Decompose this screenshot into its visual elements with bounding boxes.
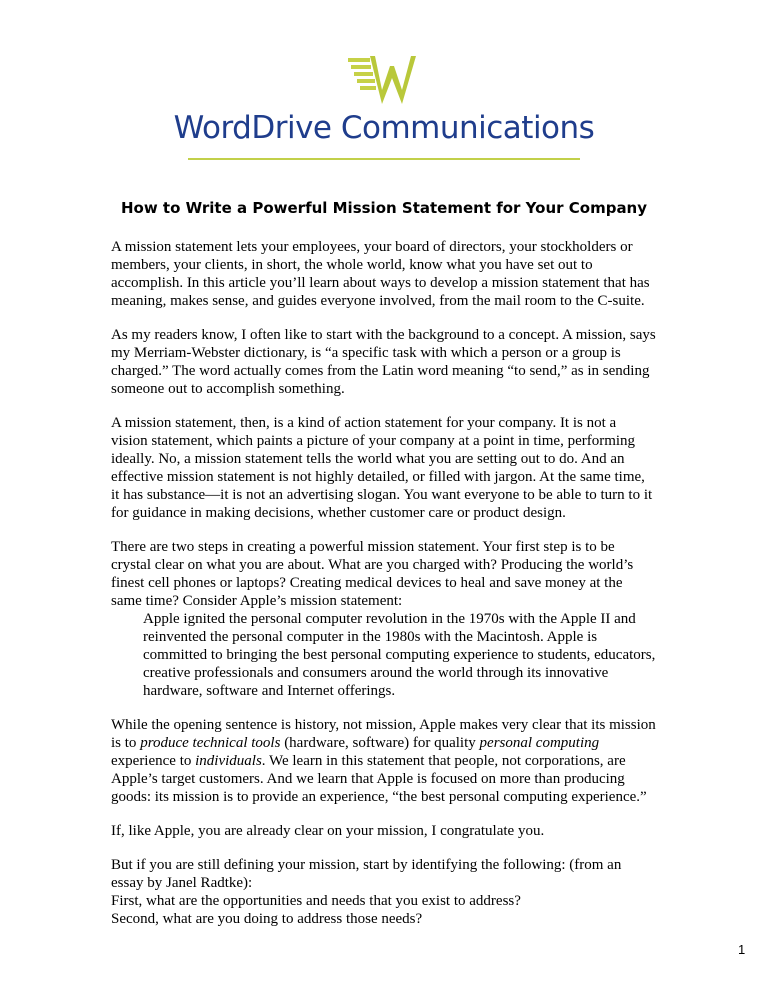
paragraph-intro: A mission statement lets your employees, your board of directors, your stockholders or members, your clients, in short, the whole world, know what you have set out to accomplish. In this article you’ll learn about ways to develop a mission statement that has meaning, makes sense, and guides everyone involved, from the mail room to the C-suite. (111, 239, 650, 309)
analysis-text-c: experience to (111, 753, 196, 769)
defining-second: Second, what are you doing to address those needs? (111, 911, 423, 927)
paragraph-definition: As my readers know, I often like to start with the background to a concept. A mission, says my Merriam-Webster dictionary, is “a specific task with which a person or a group is charged.” The word actually comes from the Latin word meaning “to send,” as in sending someone out to accomplish something. (111, 327, 656, 397)
article-body (111, 238, 656, 928)
paragraph-defining (111, 856, 656, 928)
defining-text: But if you are still defining your mission, start by identifying the following: (from an essay by Janel Radtke): (111, 857, 622, 891)
analysis-text-d: . We learn in this statement that people, not corporations, are Apple’s target customers. And we learn that Apple is focused on more than producing goods: its mission is to provide an experience, “the best personal computing experience.” (111, 753, 647, 805)
analysis-text-a: While the opening sentence is history, not mission, Apple makes very clear that its mission is to (111, 717, 656, 751)
apple-mission-quote: Apple ignited the personal computer revolution in the 1970s with the Apple II and reinvented the personal computer in the 1980s with the Macintosh. Apple is committed to bringing the best personal computing experience to students, educators, creative professionals and consumers around the world through its innovative hardware, software and Internet offerings. (143, 611, 656, 699)
paragraph-congratulate: If, like Apple, you are already clear on your mission, I congratulate you. (111, 823, 545, 839)
article-title: How to Write a Powerful Mission Statement for Your Company (120, 199, 648, 217)
analysis-emphasis-2: personal computing (479, 735, 600, 751)
logo-divider (188, 158, 580, 160)
company-logo (0, 0, 768, 175)
analysis-emphasis-3: individuals (195, 753, 262, 769)
paragraph-two-steps (111, 538, 656, 700)
two-steps-text: There are two steps in creating a powerful mission statement. Your first step is to be crystal clear on what you are about. What are you charged with? Producing the world’s finest cell phones or laptops? Creating medical devices to heal and save money at the same time? Consider Apple’s mission statement: (111, 539, 634, 609)
worddrive-logo-icon (348, 54, 422, 106)
analysis-emphasis-1: produce technical tools (140, 735, 281, 751)
analysis-text-b: (hardware, software) for quality (280, 735, 480, 751)
company-name: WordDrive Communications (173, 110, 595, 146)
paragraph-action-statement: A mission statement, then, is a kind of action statement for your company. It is not a vision statement, which paints a picture of your company at a point in time, performing ideally. No, a mission statement tells the world what you are setting out to do. And an effective mission statement is not highly detailed, or filled with jargon. At the same time, it has substance—it is not an advertising slogan. You want everyone to be able to turn to it for guidance in making decisions, whether customer care or product design. (111, 415, 653, 521)
paragraph-apple-analysis (111, 716, 656, 806)
defining-first: First, what are the opportunities and needs that you exist to address? (111, 893, 521, 909)
page-number: 1 (738, 942, 746, 957)
